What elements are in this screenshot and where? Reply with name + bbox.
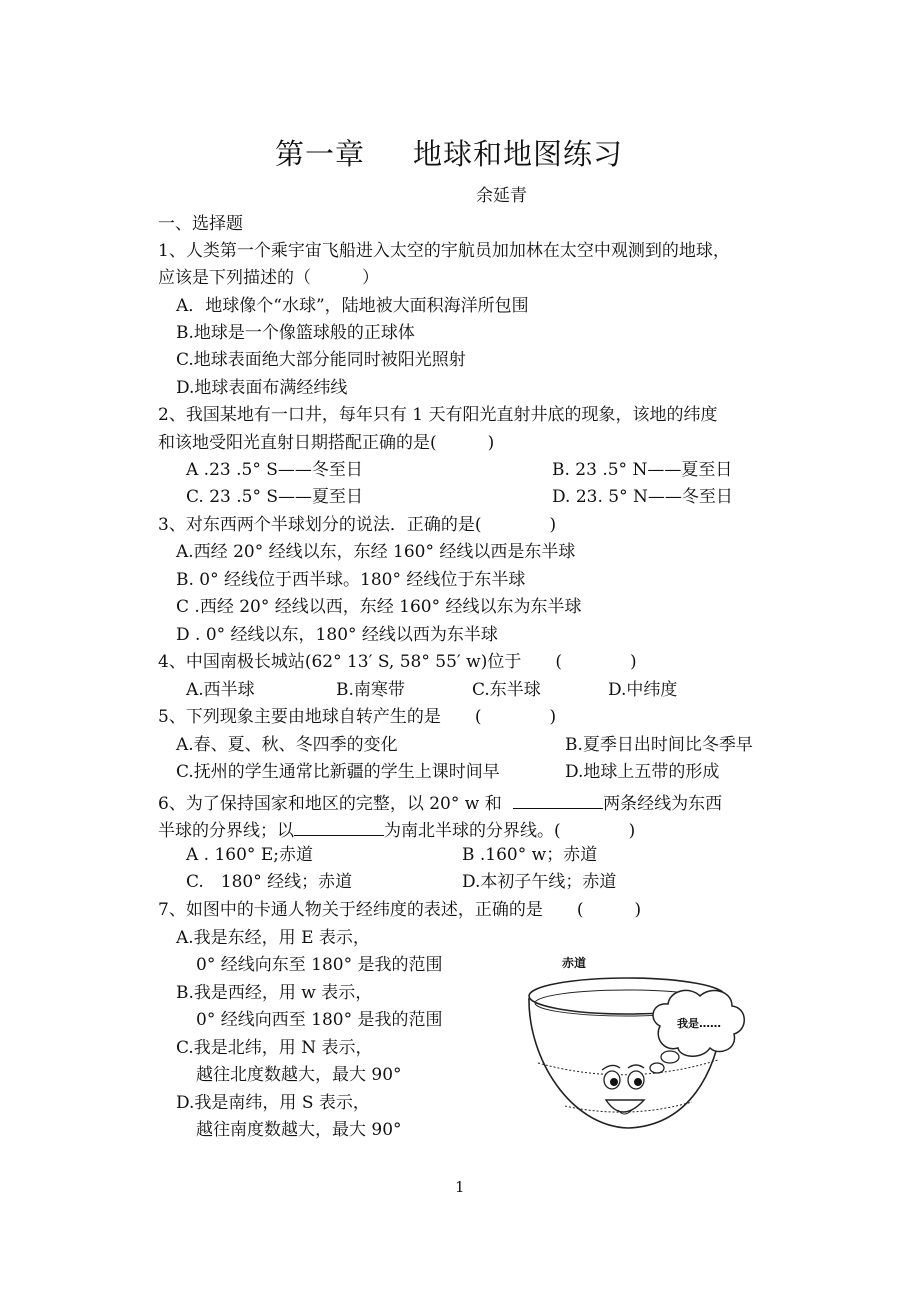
section-heading: 一、选择题	[158, 214, 243, 234]
page-number: 1	[455, 1178, 465, 1196]
q2-option-a: A .23 .5° S——冬至日	[186, 460, 363, 480]
q1-option-d: D.地球表面布满经纬线	[176, 378, 348, 398]
q3-option-d: D . 0° 经线以东，180° 经线以西为东半球	[176, 625, 498, 645]
q4-option-c: C.东半球	[472, 680, 541, 700]
q5-option-b: B.夏季日出时间比冬季早	[565, 735, 753, 755]
title-topic: 地球和地图练习	[413, 137, 624, 171]
q3-option-c: C .西经 20° 经线以西，东经 160° 经线以东为东半球	[176, 597, 582, 617]
q7-stem: 7、如图中的卡通人物关于经纬度的表述，正确的是 ( )	[158, 900, 642, 920]
q5-option-c: C.抚州的学生通常比新疆的学生上课时间早	[176, 762, 500, 782]
q3-option-b: B. 0° 经线位于西半球。180° 经线位于东半球	[176, 570, 526, 590]
q7-option-b-line1: B.我是西经，用 w 表示，	[176, 983, 373, 1003]
q1-option-c: C.地球表面绝大部分能同时被阳光照射	[176, 350, 466, 370]
q4-option-d: D.中纬度	[608, 680, 678, 700]
author: 余延青	[476, 186, 527, 206]
q6-stem-line1-post: 两条经线为东西	[603, 794, 723, 814]
q6-answer-blank-1[interactable]	[513, 792, 603, 809]
q7-option-d-line2: 越往南度数越大，最大 90°	[196, 1120, 402, 1140]
q6-stem-line2	[158, 819, 635, 840]
q7-option-d-line1: D.我是南纬，用 S 表示，	[176, 1093, 370, 1113]
q7-option-a-line2: 0° 经线向东至 180° 是我的范围	[196, 955, 443, 975]
cartoon-equator-label: 赤道	[562, 956, 587, 970]
q5-stem: 5、下列现象主要由地球自转产生的是 ( )	[158, 707, 557, 727]
q6-answer-blank-2[interactable]	[294, 819, 384, 836]
q1-option-b: B.地球是一个像篮球般的正球体	[176, 323, 415, 343]
q7-option-b-line2: 0° 经线向西至 180° 是我的范围	[196, 1010, 443, 1030]
q6-stem-line1	[158, 792, 722, 813]
q3-option-a: A.西经 20° 经线以东，东经 160° 经线以西是东半球	[176, 542, 576, 562]
q4-option-a: A.西半球	[186, 680, 255, 700]
cartoon-face	[602, 1065, 644, 1114]
q6-stem-line2-pre: 半球的分界线；以	[158, 821, 294, 841]
q6-option-c: C. 180° 经线；赤道	[186, 872, 353, 892]
q2-stem-line1: 2、我国某地有一口井，每年只有 1 天有阳光直射井底的现象，该地的纬度	[158, 405, 718, 425]
page-title	[275, 137, 624, 171]
q1-stem-line2: 应该是下列描述的（ ）	[158, 268, 379, 288]
q6-option-d: D.本初子午线；赤道	[462, 872, 617, 892]
speech-bubble-text: 我是……	[677, 1017, 721, 1030]
q3-stem: 3、对东西两个半球划分的说法．正确的是( )	[158, 515, 557, 535]
q4-option-b: B.南寒带	[336, 680, 405, 700]
q4-stem: 4、中国南极长城站(62° 13′ S, 58° 55′ w)位于 ( )	[158, 652, 637, 672]
thought-trail	[650, 1051, 679, 1073]
q7-option-c-line2: 越往北度数越大，最大 90°	[196, 1065, 402, 1085]
q5-option-a: A.春、夏、秋、冬四季的变化	[176, 735, 398, 755]
q1-stem-line1: 1、人类第一个乘宇宙飞船进入太空的宇航员加加林在太空中观测到的地球，	[158, 241, 730, 261]
q6-option-b: B .160° w；赤道	[462, 845, 598, 865]
q7-option-a-line1: A.我是东经，用 E 表示，	[176, 928, 370, 948]
q6-option-a: A . 160° E;赤道	[186, 845, 313, 865]
q1-option-a: A．地球像个“水球”，陆地被大面积海洋所包围	[176, 296, 529, 316]
q2-option-d: D. 23. 5° N——冬至日	[552, 487, 733, 507]
q5-option-d: D.地球上五带的形成	[565, 762, 720, 782]
title-chapter: 第一章	[275, 137, 366, 171]
cartoon-mouth	[606, 1100, 644, 1112]
q2-option-b: B. 23 .5° N——夏至日	[552, 460, 733, 480]
cartoon-hemisphere-figure	[520, 968, 760, 1133]
q6-stem-line2-post: 为南北半球的分界线。( )	[384, 821, 636, 841]
q7-option-c-line1: C.我是北纬，用 N 表示，	[176, 1038, 373, 1058]
q2-stem-line2: 和该地受阳光直射日期搭配正确的是( )	[158, 433, 495, 453]
q6-stem-line1-pre: 6、为了保持国家和地区的完整，以 20° w 和	[158, 794, 502, 814]
q2-option-c: C. 23 .5° S——夏至日	[186, 487, 364, 507]
